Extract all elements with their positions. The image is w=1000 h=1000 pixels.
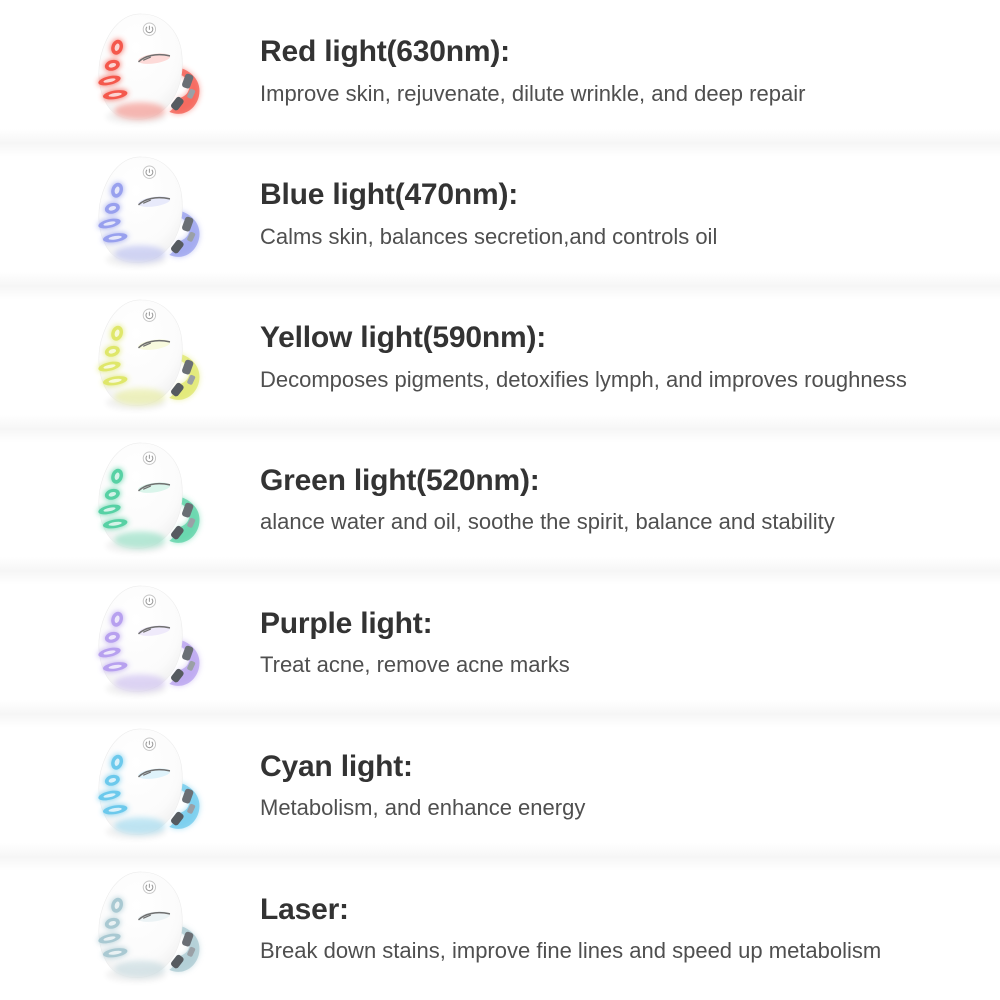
- led-face-mask-illustration: [62, 151, 214, 277]
- power-button-icon: [143, 738, 155, 750]
- purple-light-text-block: [260, 607, 570, 679]
- red-light-description: Improve skin, rejuvenate, dilute wrinkle, and deep repair: [260, 80, 806, 106]
- purple-light-description: Treat acne, remove acne marks: [260, 652, 570, 678]
- blue-light-title: Blue light(470nm):: [260, 178, 519, 212]
- power-button-icon: [143, 452, 155, 464]
- green-light-description: alance water and oil, soothe the spirit, balance and stability: [260, 509, 835, 535]
- led-face-mask-illustration: [62, 437, 214, 563]
- yellow-light-title: Yellow light(590nm):: [260, 321, 547, 355]
- chin-glow: [114, 960, 165, 977]
- chin-glow: [114, 817, 165, 834]
- power-button-icon: [143, 166, 155, 178]
- light-mode-row-yellow: [0, 286, 1000, 429]
- blue-light-text-block: [260, 178, 717, 250]
- purple-light-title: Purple light:: [260, 606, 433, 640]
- mask-image-blue-light: [62, 151, 214, 277]
- light-mode-row-red: [0, 0, 1000, 143]
- led-face-mask-illustration: [62, 294, 214, 420]
- chin-glow: [114, 674, 165, 691]
- mask-image-yellow-light: [62, 294, 214, 420]
- mask-image-green-light: [62, 437, 214, 563]
- power-button-icon: [143, 309, 155, 321]
- led-face-mask-illustration: [62, 8, 214, 134]
- mask-image-red-light: [62, 8, 214, 134]
- green-light-text-block: [260, 464, 835, 536]
- laser-text-block: [260, 893, 881, 965]
- laser-description: Break down stains, improve fine lines and speed up metabolism: [260, 938, 882, 964]
- chin-glow: [114, 246, 165, 263]
- green-light-title: Green light(520nm):: [260, 463, 540, 497]
- cyan-light-description: Metabolism, and enhance energy: [260, 795, 586, 821]
- light-mode-row-blue: [0, 143, 1000, 286]
- mask-image-cyan-light: [62, 723, 214, 849]
- chin-glow: [114, 388, 165, 405]
- led-face-mask-illustration: [62, 723, 214, 849]
- chin-glow: [114, 103, 165, 120]
- mask-image-laser: [62, 866, 214, 992]
- power-button-icon: [143, 595, 155, 607]
- cyan-light-text-block: [260, 750, 585, 822]
- red-light-text-block: [260, 35, 805, 107]
- chin-glow: [114, 531, 165, 548]
- led-face-mask-illustration: [62, 580, 214, 706]
- power-button-icon: [143, 881, 155, 893]
- yellow-light-description: Decomposes pigments, detoxifies lymph, and improves roughness: [260, 366, 907, 392]
- light-mode-row-green: [0, 429, 1000, 572]
- led-face-mask-illustration: [62, 866, 214, 992]
- laser-title: Laser:: [260, 892, 349, 926]
- cyan-light-title: Cyan light:: [260, 749, 413, 783]
- yellow-light-text-block: [260, 321, 907, 393]
- blue-light-description: Calms skin, balances secretion,and controls oil: [260, 223, 718, 249]
- light-mode-row-cyan: [0, 714, 1000, 857]
- mask-image-purple-light: [62, 580, 214, 706]
- light-mode-row-laser: [0, 857, 1000, 1000]
- red-light-title: Red light(630nm):: [260, 35, 510, 69]
- power-button-icon: [143, 23, 155, 35]
- light-mode-row-purple: [0, 571, 1000, 714]
